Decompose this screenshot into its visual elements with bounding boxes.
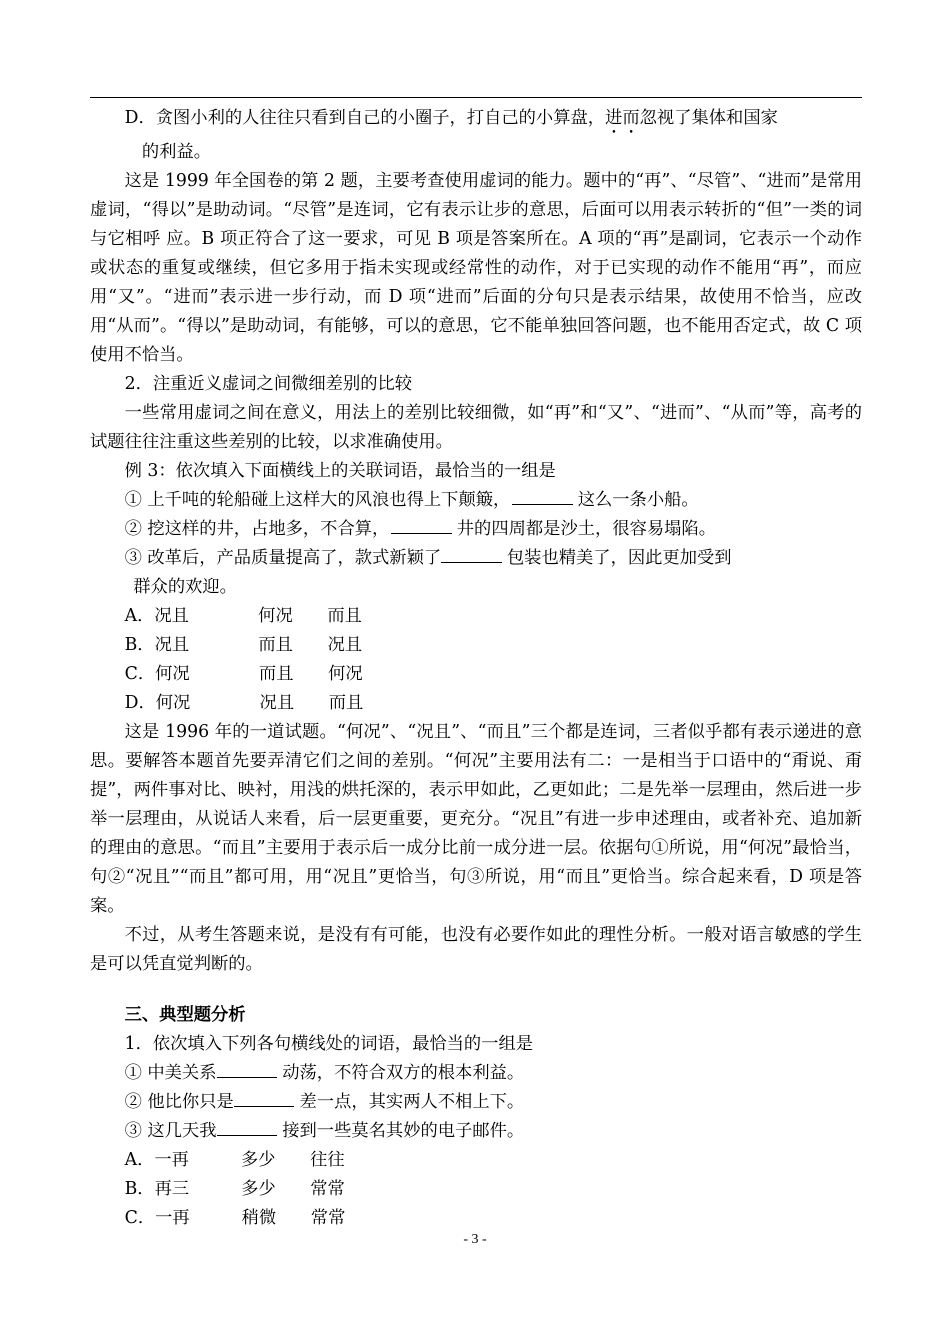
option-word: 再三 [154, 1179, 190, 1199]
option-word: 常常 [310, 1179, 345, 1199]
option-word: 而且 [258, 635, 293, 655]
option-word: 而且 [327, 606, 362, 626]
option-word: 一再 [154, 1150, 189, 1170]
subheading-2: 2．注重近义虚词之间微细差别的比较 [124, 374, 413, 394]
option-letter: A． [124, 1150, 155, 1170]
option-letter: C． [124, 1208, 156, 1228]
option-word: 稍微 [241, 1208, 277, 1228]
option-word: 而且 [328, 693, 364, 713]
sentence-text: 包装也精美了，因此更加受到 [506, 548, 732, 568]
option-letter: C． [124, 664, 156, 684]
sentence-text: ② 挖这样的井，占地多，不合算， [124, 519, 390, 539]
example-3-sentence-3 [90, 544, 862, 573]
sentence-text: ① 上千吨的轮船碰上这样大的风浪也得上下颠簸， [124, 490, 511, 510]
option-word: 何况 [258, 606, 293, 626]
intro-paragraph-2: 一些常用虚词之间在意义，用法上的差别比较细微，如“再”和“又”、“进而”、“从而”等，高考的试题往往注重这些差别的比较，以求准确使用。 [90, 403, 862, 452]
fill-blank [217, 1060, 278, 1078]
answer-option [90, 660, 862, 689]
option-d-text: D．贪图小利的人往往只看到自己的小圈子，打自己的小算盘， [124, 108, 606, 128]
answer-option [90, 1175, 862, 1204]
header-rule [90, 97, 862, 98]
question-1-options [90, 1146, 862, 1233]
option-word: 况且 [327, 635, 363, 655]
option-word: 一再 [155, 1208, 190, 1228]
example-3-sentence-3-cont: 群众的欢迎。 [133, 577, 237, 597]
sentence-text: 差一点，其实两人不相上下。 [299, 1092, 525, 1112]
option-word: 况且 [154, 635, 190, 655]
sentence-text: 这么一条小船。 [577, 490, 699, 510]
fill-blank [234, 1089, 295, 1107]
sentence-text: 井的四周都是沙土，很容易塌陷。 [456, 519, 716, 539]
page-number: - 3 - [463, 1232, 487, 1247]
section-gap [90, 979, 862, 1001]
answer-option [90, 689, 862, 718]
option-word: 往往 [310, 1150, 345, 1170]
sentence-text: 动荡，不符合双方的根本利益。 [282, 1063, 525, 1083]
question-1-sentence-2 [90, 1088, 862, 1117]
option-d-line [90, 104, 862, 138]
emphasized-word: 进而 [605, 108, 640, 128]
example-3-prompt: 例 3：依次填入下面横线上的关联词语，最恰当的一组是 [124, 461, 556, 481]
option-word: 况且 [259, 693, 295, 713]
example-3-sentence-1 [90, 486, 862, 515]
fill-blank [512, 487, 573, 505]
option-word: 多少 [241, 1179, 276, 1199]
sentence-text: ① 中美关系 [124, 1063, 217, 1083]
option-word: 况且 [154, 606, 189, 626]
sentence-text: ③ 改革后，产品质量提高了，款式新颖了 [124, 548, 442, 568]
analysis-paragraph-2: 这是 1996 年的一道试题。“何况”、“况且”、“而且”三个都是连词，三者似乎都有表示递进的意思。要解答本题首先要弄清它们之间的差别。“何况”主要用法有二：一是相当于口语中的“甭说、甭提”，两件事对比、映衬，用浅的烘托深的，表示甲如此，乙更如此；二是先举一层理由，然后进一步举一层理由，从说话人来看，后一层更重要，更充分。“况且”有进一步申述理由，或者补充、追加新的理由的意思。“而且”主要用于表示后一成分比前一成分进一层。依据句①所说，用“何况”最恰当，句②“况且”“而且”都可用，用“况且”更恰当，句③所说，用“而且”更恰当。综合起来看，D 项是答案。 [90, 722, 862, 916]
option-word: 何况 [155, 664, 190, 684]
option-letter: B． [124, 1179, 155, 1199]
example-3-options [90, 602, 862, 718]
sentence-text: ③ 这几天我 [124, 1121, 217, 1141]
option-word: 常常 [310, 1208, 346, 1228]
page-content [90, 104, 862, 1233]
sentence-text: ② 他比你只是 [124, 1092, 234, 1112]
section-3-title: 三、典型题分析 [124, 1005, 246, 1025]
example-3-sentence-2 [90, 515, 862, 544]
option-letter: D． [124, 693, 156, 713]
analysis-paragraph-3: 不过，从考生答题来说，是没有有可能，也没有必要作如此的理性分析。一般对语言敏感的学生是可以凭直觉判断的。 [90, 925, 862, 974]
answer-option [90, 602, 862, 631]
option-word: 何况 [328, 664, 363, 684]
option-word: 何况 [155, 693, 191, 713]
question-1-prompt: 1．依次填入下列各句横线处的词语，最恰当的一组是 [124, 1034, 534, 1054]
answer-option [90, 1204, 862, 1233]
sentence-text: 接到一些莫名其妙的电子邮件。 [282, 1121, 525, 1141]
option-d-continuation: 的利益。 [141, 142, 212, 162]
question-1-sentence-1 [90, 1059, 862, 1088]
option-letter: A． [124, 606, 155, 626]
question-1-sentence-3 [90, 1117, 862, 1146]
option-word: 多少 [240, 1150, 276, 1170]
analysis-paragraph-1: 这是 1999 年全国卷的第 2 题，主要考查使用虚词的能力。题中的“再”、“尽管”、“进而”是常用虚词，“得以”是助动词。“尽管”是连词，它有表示让步的意思，后面可以用表示转折的“但”一类的词与它相呼 应。B 项正符合了这一要求，可见 B 项是答案所在。A 项的“再”是副词，它表示一个动作或状态的重复或继续，但它多用于指未实现或经常性的动作，对于已实现的动作不能用“再”，而应用“又”。“进而”表示进一步行动，而 D 项“进而”后面的分句只是表示结果，故使用不恰当，应改用“从而”。“得以”是助动词，有能够，可以的意思，它不能单独回答问题，也不能用否定式，故 C 项使用不恰当。 [90, 171, 862, 365]
option-letter: B． [124, 635, 155, 655]
option-word: 而且 [258, 664, 294, 684]
answer-option [90, 631, 862, 660]
fill-blank [441, 545, 502, 563]
fill-blank [391, 516, 452, 534]
fill-blank [217, 1118, 278, 1136]
option-d-text-suffix: 忽视了集体和国家 [639, 108, 778, 128]
answer-option [90, 1146, 862, 1175]
